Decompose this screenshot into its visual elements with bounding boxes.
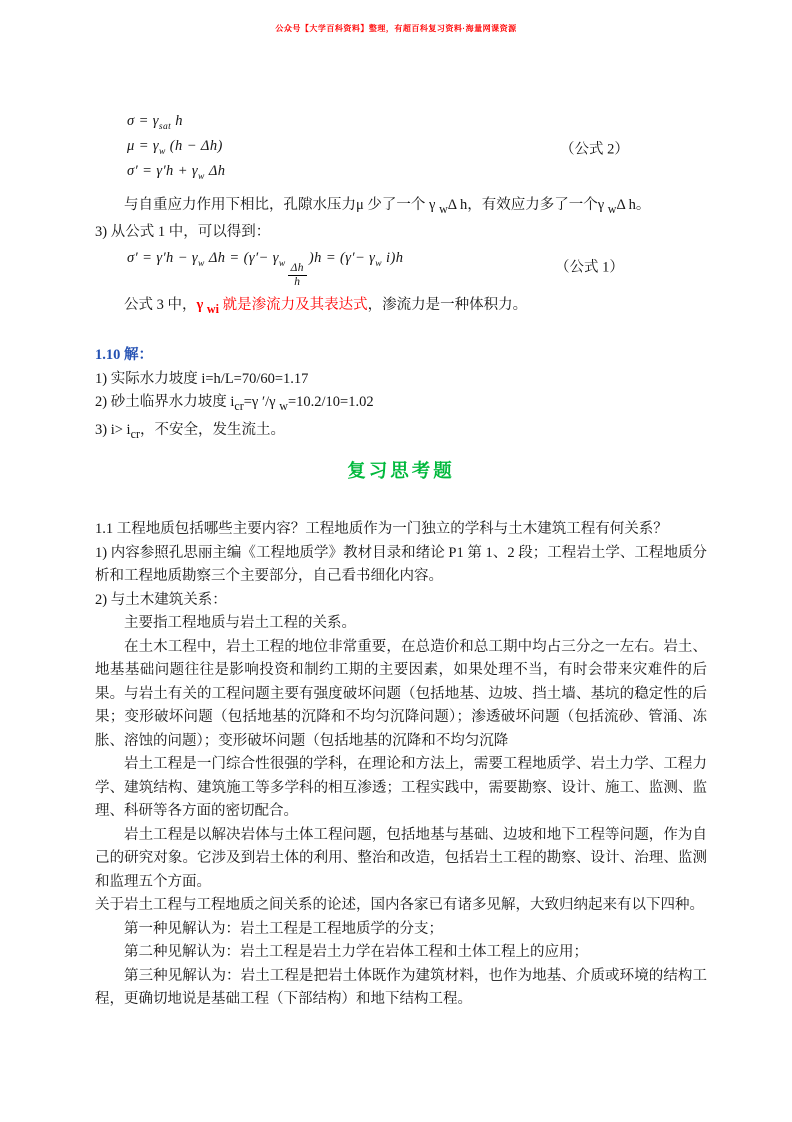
review-paragraph: 1.1 工程地质包括哪些主要内容？工程地质作为一门独立的学科与土木建筑工程有何关系？: [95, 521, 668, 538]
document-content: [95, 112, 707, 1012]
equation-effective-stress: [127, 162, 707, 187]
text-part: Δ h。: [616, 197, 651, 213]
eq-part: σ = γ: [127, 112, 159, 129]
eq-subscript: wi: [206, 301, 220, 316]
eq-part: )h = (γ′− γ: [308, 249, 376, 266]
eq-subscript: w: [159, 146, 166, 157]
eq-part: γ: [196, 296, 207, 313]
eq-subscript: sat: [158, 121, 172, 132]
eq-subscript: w: [278, 258, 286, 269]
review-paragraph: 1) 内容参照孔思丽主编《工程地质学》教材目录和绪论 P1 第 1、2 段；工程岩土学、工程地质分析和工程地质勘察三个主要部分，自己看书细化内容。: [95, 544, 707, 585]
eq-subscript: cr: [130, 426, 140, 441]
highlight-gamma: [196, 296, 220, 316]
eq-part: μ = γ: [127, 137, 160, 154]
section-heading-1-10: 1.10 解：: [95, 347, 153, 364]
text-part: ，渗流力是一种体积力。: [367, 296, 528, 313]
review-paragraph: 关于岩土工程与工程地质之间关系的论述，国内各家已有诸多见解，大致归纳起来有以下四种。: [95, 897, 704, 914]
paragraph-comparison: [95, 194, 707, 221]
equation-label-1: （公式 1）: [555, 259, 624, 276]
text-part: =10.2/10=1.02: [287, 394, 374, 411]
text-part: ，不安全，发生流土。: [139, 421, 285, 438]
review-paragraph: 岩土工程是一门综合性很强的学科，在理论和方法上，需要工程地质学、岩土力学、工程力学、建筑结构、建筑施工等多学科的相互渗透；工程实践中，需要勘察、设计、施工、监测、监理、科研等各方面的密切配合。: [95, 756, 707, 820]
review-paragraph: 2) 与土木建筑关系：: [95, 591, 227, 608]
watermark-text: 公众号【大学百科资料】整理，有超百科复习资料·海量网课资源: [275, 24, 517, 33]
equation-group-2: [127, 112, 707, 187]
review-paragraph: 岩土工程是以解决岩体与土体工程问题，包括地基与基础、边坡和地下工程等问题，作为自己的研究对象。它涉及到岩土体的利用、整治和改造，包括岩土工程的勘察、设计、治理、监测和监理五个方面。: [95, 826, 707, 890]
fraction-denominator: h: [294, 275, 301, 288]
paragraph-seepage-force: [95, 294, 707, 321]
text-part: 与自重应力作用下相比，孔隙水压力μ 少了一个 γ: [124, 197, 440, 213]
review-paragraph: 在土木工程中，岩土工程的地位非常重要，在总造价和总工期中均占三分之一左右。岩土、地基基础问题往往是影响投资和制约工期的主要因素，如果处理不当，有时会带来灾难件的后果。与岩土有关的工程问题主要有强度破坏问题（包括地基、边坡、挡土墙、基坑的稳定性的后果；变形破坏问题（包括地基的沉降和不均匀沉降问题）；渗透破坏问题（包括流砂、管涌、冻胀、溶蚀的问题）；变形破坏问题（包括地基的沉降和不均匀沉降: [95, 638, 707, 749]
solution-line-2: [95, 391, 707, 418]
eq-part: Δh = (γ′− γ: [204, 249, 279, 266]
review-questions-heading: 复习思考题: [347, 460, 455, 482]
text-part: 2) 砂土临界水力坡度 i: [95, 394, 235, 411]
equation-text: [127, 247, 403, 289]
eq-subscript: w: [279, 399, 288, 414]
equation-text: [127, 160, 225, 189]
text-part: Δ h，有效应力多了一个γ: [447, 197, 608, 213]
equation-label-2: （公式 2）: [560, 140, 629, 157]
equation-formula-1: [127, 249, 707, 287]
eq-subscript: w: [375, 258, 383, 269]
highlight-text: 就是渗流力及其表达式: [219, 296, 368, 313]
eq-part: (h − Δh): [165, 137, 223, 154]
eq-part: h: [171, 112, 183, 129]
eq-subscript: w: [607, 201, 617, 216]
equation-total-stress: [127, 112, 707, 137]
eq-part: Δh: [204, 162, 226, 179]
review-paragraph: 第二种见解认为：岩土工程是岩土力学在岩体工程和土体工程上的应用；: [124, 944, 588, 961]
review-paragraph: 主要指工程地质与岩土工程的关系。: [124, 615, 356, 632]
eq-subscript: w: [198, 171, 205, 182]
solution-line-1: 1) 实际水力坡度 i=h/L=70/60=1.17: [95, 370, 309, 387]
review-paragraph: 第一种见解认为：岩土工程是工程地质学的分支；: [124, 920, 443, 937]
text-part: =γ ′/γ: [243, 394, 280, 411]
solution-line-3: [95, 419, 707, 446]
eq-part: i)h: [382, 249, 404, 266]
fraction: [288, 262, 307, 289]
equation-pore-pressure: [127, 137, 707, 162]
eq-subscript: w: [439, 201, 448, 216]
text-part: 3) i> i: [95, 421, 131, 438]
eq-subscript: cr: [234, 399, 244, 414]
review-paragraph: 第三种见解认为：岩土工程是把岩土体既作为建筑材料，也作为地基、介质或环境的结构工程，更确切地说是基础工程（下部结构）和地下结构工程。: [95, 967, 707, 1008]
eq-subscript: w: [198, 258, 205, 269]
fraction-numerator: Δh: [288, 262, 307, 276]
eq-part: σ′ = γ′h − γ: [127, 249, 199, 266]
eq-part: σ′ = γ′h + γ: [127, 162, 199, 179]
line-from-formula-1: 3) 从公式 1 中，可以得到：: [95, 224, 271, 241]
text-part: 公式 3 中，: [124, 296, 197, 313]
